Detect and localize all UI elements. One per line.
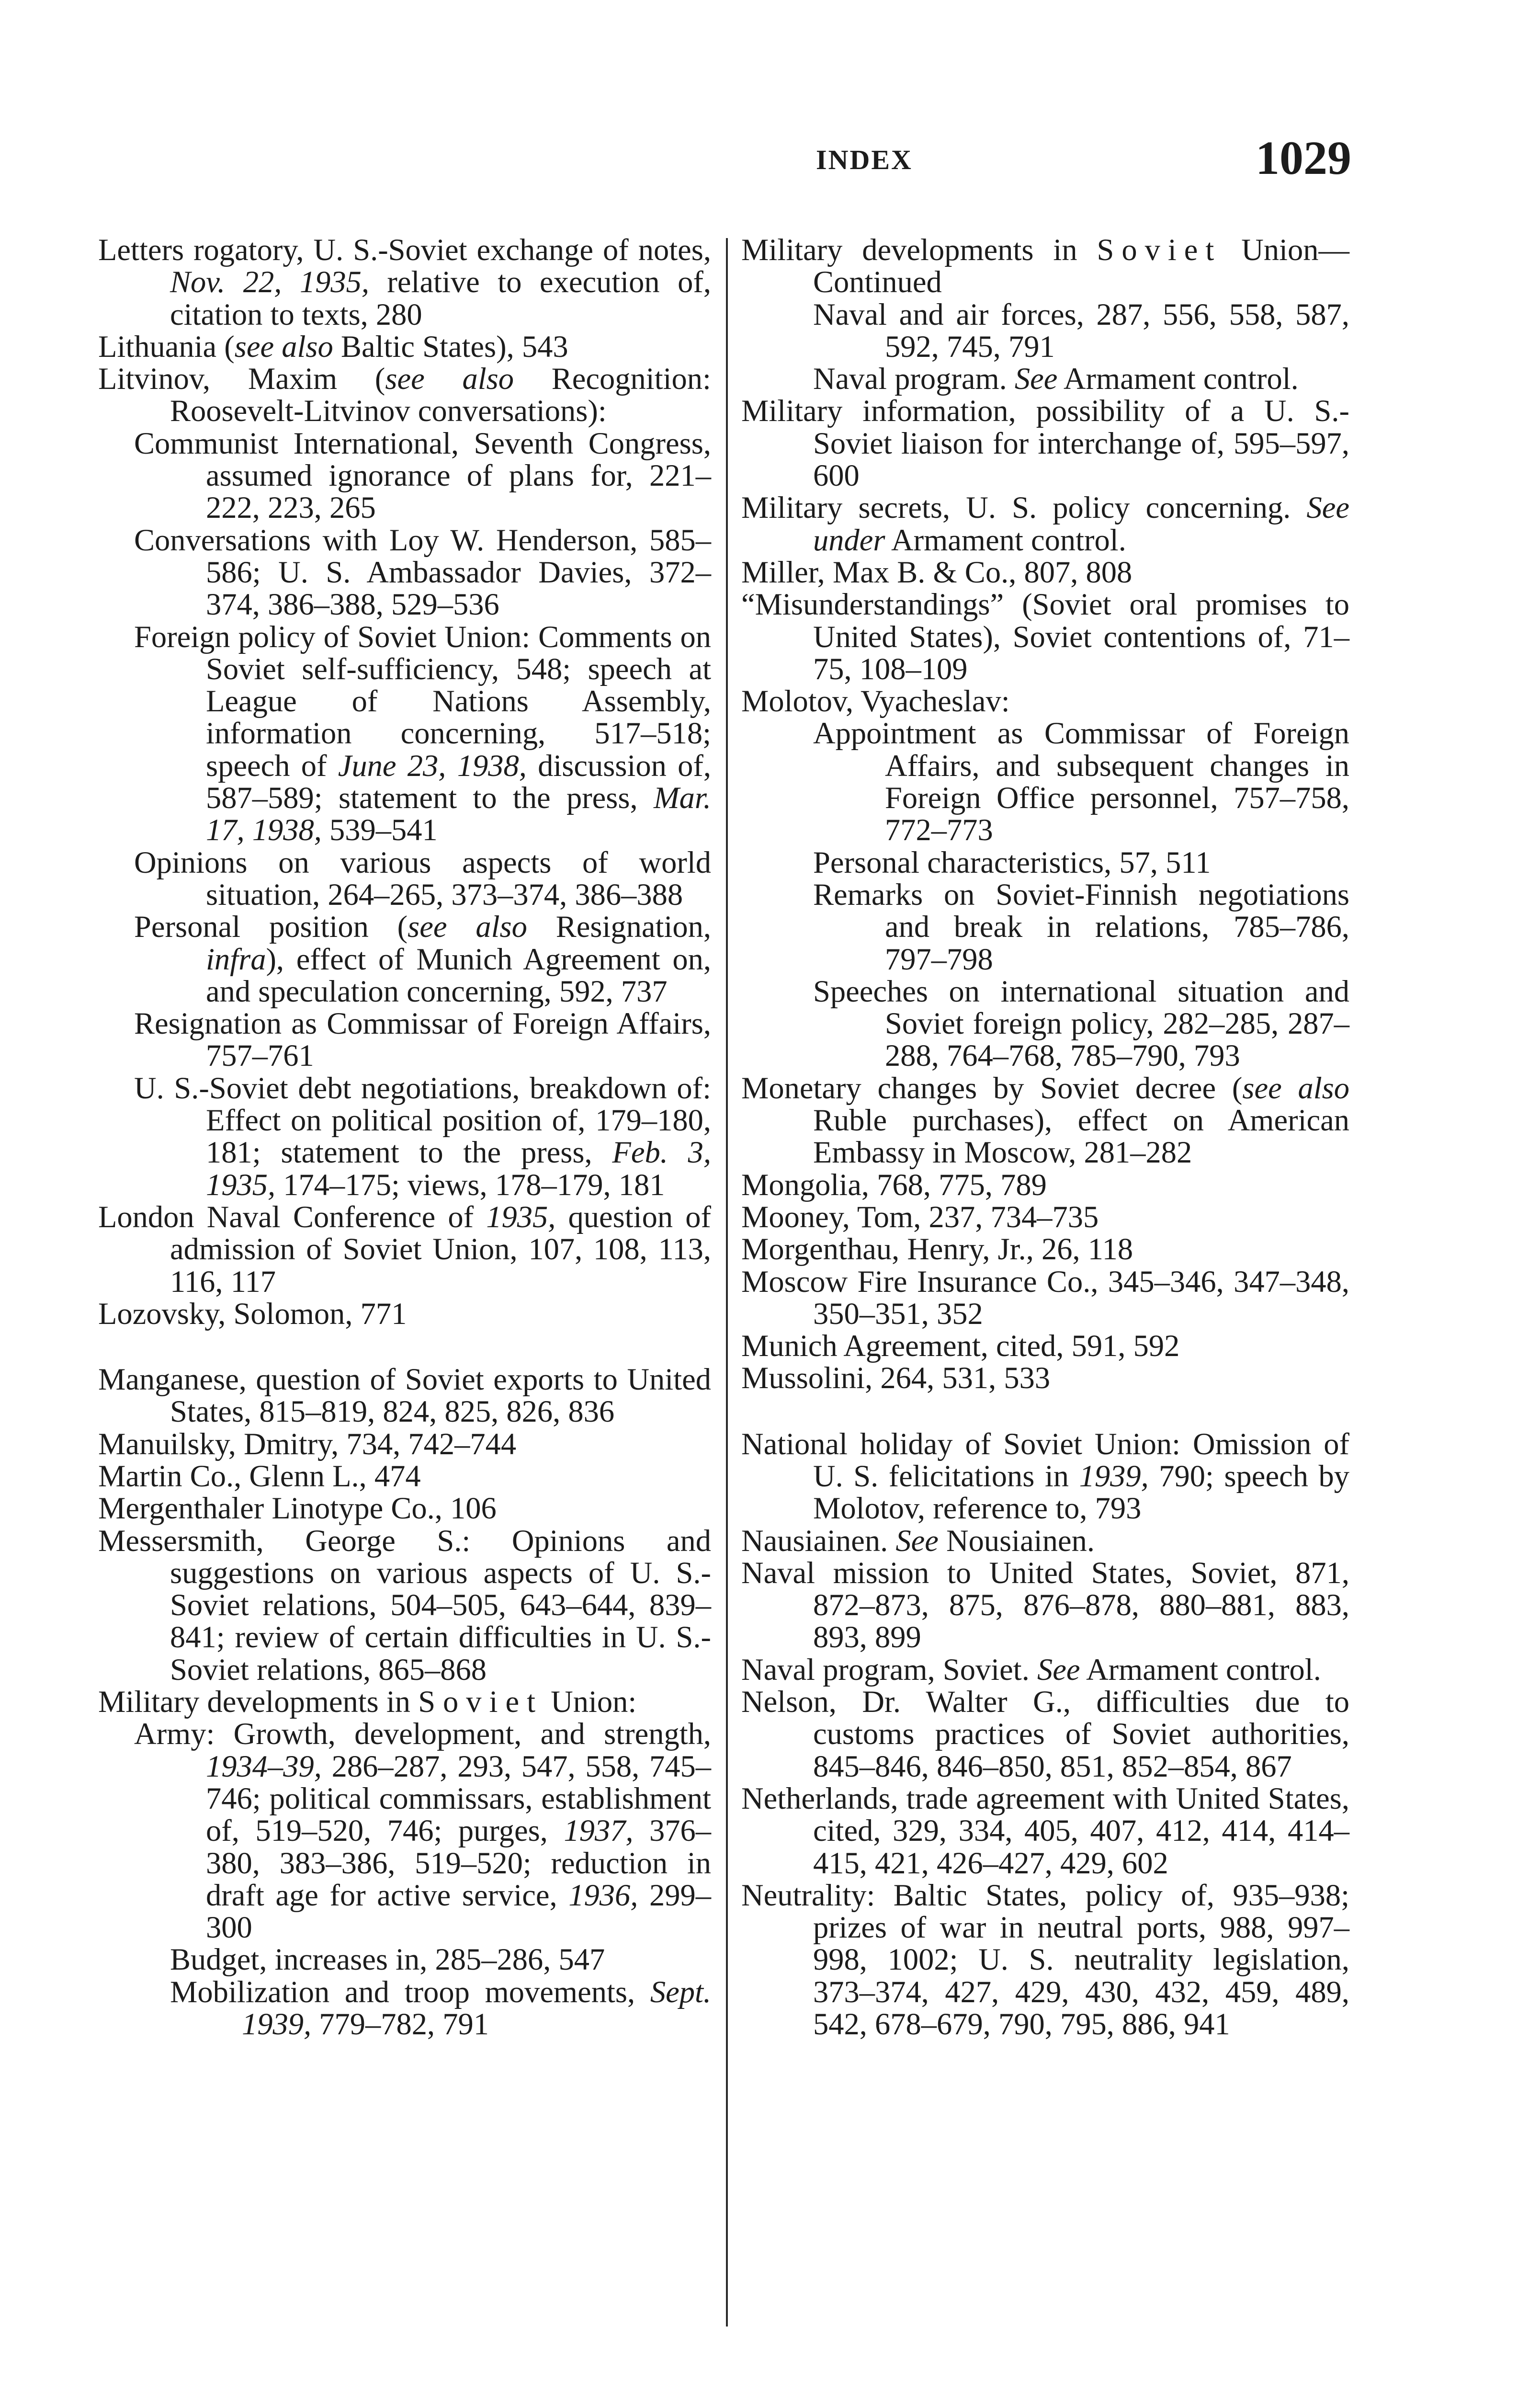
- entry-text: Morgenthau, Henry, Jr., 26, 118: [741, 1232, 1133, 1266]
- entry-text: Mar. 17, 1938,: [206, 781, 711, 847]
- entry-text: Mobilization and troop movements,: [170, 1974, 650, 2009]
- index-entry: [741, 298, 1349, 363]
- entry-text: 376–380, 383–386, 519–520; reduction in draft age for active service,: [206, 1813, 711, 1912]
- index-entry: [98, 1007, 711, 1072]
- entry-text: Budget, increases in, 285–286, 547: [170, 1942, 605, 1977]
- entry-text: Remarks on Soviet-Finnish negotiations and break in relations, 785–786, 797–798: [813, 877, 1349, 976]
- index-entry: [98, 1686, 711, 1718]
- index-entry: [741, 395, 1349, 491]
- index-entry: [98, 1718, 711, 1943]
- entry-text: Naval and air forces, 287, 556, 558, 587, 592, 745, 791: [813, 297, 1349, 364]
- entry-text: Naval mission to United States, Soviet, 871, 872–873, 875, 876–878, 880–881, 883, 893, 899: [741, 1555, 1349, 1654]
- index-entry: [741, 1266, 1349, 1330]
- entry-text: Mooney, Tom, 237, 734–735: [741, 1199, 1099, 1234]
- entry-text: Lozovsky, Solomon, 771: [98, 1296, 407, 1331]
- entry-text: Soviet: [418, 1685, 544, 1719]
- entry-text: Naval program.: [813, 362, 1015, 396]
- entry-text: Conversations with Loy W. Henderson, 585–586; U. S. Ambassador Davies, 372–374, 386–388, 529–536: [134, 523, 711, 622]
- entry-text: question of admission of Soviet Union, 107, 108, 113, 116, 117: [170, 1199, 711, 1299]
- entry-text: Military developments in: [98, 1685, 419, 1719]
- entry-text: Union:: [543, 1685, 637, 1719]
- entry-text: Naval program, Soviet.: [741, 1652, 1037, 1687]
- entry-text: “Misunderstandings” (Soviet oral promises to United States), Soviet contentions of, 71–75, 108–109: [741, 587, 1349, 686]
- index-entry: [98, 427, 711, 524]
- index-entry: [98, 1298, 711, 1330]
- entry-text: Armament control.: [1057, 362, 1299, 396]
- column-divider: [726, 238, 728, 2327]
- index-entry: [741, 1072, 1349, 1169]
- entry-text: 299–300: [206, 1878, 711, 1945]
- index-entry: [741, 1879, 1349, 2040]
- entry-text: See: [895, 1523, 939, 1558]
- index-entry: [741, 717, 1349, 846]
- index-entry: [741, 1782, 1349, 1879]
- index-entry: [741, 1557, 1349, 1654]
- entry-text: 539–541: [321, 813, 438, 847]
- entry-text: infra: [206, 942, 266, 976]
- index-entry: [741, 556, 1349, 588]
- index-entry: [98, 234, 711, 331]
- entry-text: Mongolia, 768, 775, 789: [741, 1167, 1047, 1202]
- entry-text: see also: [408, 910, 527, 944]
- index-entry: [741, 685, 1349, 717]
- index-entry: [98, 1201, 711, 1298]
- entry-text: Moscow Fire Insurance Co., 345–346, 347–348, 350–351, 352: [741, 1264, 1349, 1331]
- entry-text: Recognition: Roosevelt-Litvinov conversations):: [170, 362, 711, 428]
- index-entry: [741, 588, 1349, 685]
- entry-text: relative to execution of, citation to texts, 280: [170, 265, 711, 331]
- entry-text: 1937,: [564, 1813, 634, 1848]
- entry-text: Communist International, Seventh Congress, assumed ignorance of plans for, 221–222, 223, 265: [134, 426, 711, 525]
- index-entry: [98, 911, 711, 1007]
- entry-text: Manganese, question of Soviet exports to United States, 815–819, 824, 825, 826, 836: [98, 1362, 711, 1429]
- index-entry: [98, 621, 711, 846]
- entry-text: Resignation,: [527, 910, 711, 944]
- entry-text: discussion of, 587–589; statement to the press,: [206, 748, 711, 815]
- index-entry: [98, 1072, 711, 1201]
- entry-text: U. S.-Soviet debt negotiations, breakdown of: Effect on political position of, 179–180, 181; statement to the press,: [134, 1071, 711, 1170]
- entry-text: 286–287, 293, 547, 558, 745–746; political commissars, establishment of, 519–520, 746; purges,: [206, 1749, 711, 1848]
- entry-text: Personal characteristics, 57, 511: [813, 845, 1211, 879]
- entry-text: 1935,: [486, 1199, 556, 1234]
- entry-text: Appointment as Commissar of Foreign Affairs, and subsequent changes in Foreign Office personnel, 757–758, 772–773: [813, 716, 1349, 847]
- index-entry: [741, 975, 1349, 1072]
- entry-text: Manuilsky, Dmitry, 734, 742–744: [98, 1426, 517, 1461]
- entry-text: 1936,: [568, 1878, 638, 1912]
- entry-text: Ruble purchases), effect on American Embassy in Moscow, 281–282: [813, 1103, 1349, 1170]
- entry-text: 779–782, 791: [311, 2007, 489, 2041]
- entry-text: Miller, Max B. & Co., 807, 808: [741, 555, 1132, 589]
- entry-text: see also: [385, 362, 514, 396]
- index-column-left: [98, 234, 711, 2040]
- entry-text: London Naval Conference of: [98, 1199, 487, 1234]
- index-entry: [98, 846, 711, 911]
- index-entry: [741, 491, 1349, 556]
- index-entry: [741, 1428, 1349, 1525]
- index-entry: [741, 1330, 1349, 1362]
- running-header: INDEX: [816, 144, 913, 175]
- entry-text: Monetary changes by Soviet decree (: [741, 1071, 1243, 1105]
- entry-text: See under: [813, 490, 1349, 557]
- entry-text: ), effect of Munich Agreement on, and speculation concerning, 592, 737: [206, 942, 711, 1008]
- index-entry: [98, 524, 711, 621]
- index-entry: [741, 1525, 1349, 1557]
- entry-text: Molotov, Vyacheslav:: [741, 684, 1010, 718]
- entry-text: Lithuania (: [98, 329, 235, 364]
- entry-text: Opinions on various aspects of world situation, 264–265, 373–374, 386–388: [134, 845, 711, 912]
- entry-text: Litvinov, Maxim (: [98, 362, 385, 396]
- index-entry: [741, 1362, 1349, 1394]
- index-entry: [98, 1525, 711, 1686]
- entry-text: June 23, 1938,: [338, 748, 527, 783]
- entry-text: see also: [1242, 1071, 1349, 1105]
- index-entry: [741, 1686, 1349, 1782]
- index-entry: [741, 1169, 1349, 1201]
- entry-text: Union—Continued: [813, 233, 1349, 299]
- entry-text: Military information, possibility of a U. S.-Soviet liaison for interchange of, 595–597, 600: [741, 394, 1349, 493]
- entry-text: Resignation as Commissar of Foreign Affairs, 757–761: [134, 1006, 711, 1073]
- entry-text: See: [1037, 1652, 1080, 1687]
- index-column-right: [741, 234, 1349, 2040]
- index-entry: [741, 1233, 1349, 1265]
- index-entry: [98, 363, 711, 427]
- entry-text: Military developments in: [741, 233, 1097, 267]
- index-entry: [98, 1428, 711, 1460]
- entry-text: Nausiainen.: [741, 1523, 896, 1558]
- index-entry: [98, 1976, 711, 2041]
- index-entry: [98, 331, 711, 363]
- entry-text: 1939,: [1079, 1459, 1149, 1493]
- entry-text: 1934–39,: [206, 1749, 322, 1783]
- index-entry: [741, 878, 1349, 975]
- entry-text: See: [1014, 362, 1058, 396]
- index-entry: [741, 1654, 1349, 1686]
- entry-text: 790; speech by Molotov, reference to, 793: [813, 1459, 1349, 1526]
- entry-text: Armament control.: [885, 523, 1126, 557]
- entry-text: Army: Growth, development, and strength,: [134, 1717, 711, 1751]
- entry-text: Neutrality: Baltic States, policy of, 935–938; prizes of war in neutral ports, 988, 997–998, 1002; U. S. neutrality legislation, 373–374, 427, 429, 430, 432, 459, 489, 542, 678–679, 790, 795, 886, 941: [741, 1878, 1349, 2041]
- entry-text: Sept. 1939,: [242, 1974, 711, 2041]
- entry-text: Nousiainen.: [938, 1523, 1095, 1558]
- entry-text: Armament control.: [1080, 1652, 1321, 1687]
- entry-text: 174–175; views, 178–179, 181: [275, 1167, 665, 1202]
- entry-text: Speeches on international situation and Soviet foreign policy, 282–285, 287–288, 764–768, 785–790, 793: [813, 974, 1349, 1073]
- entry-text: Mussolini, 264, 531, 533: [741, 1361, 1051, 1395]
- entry-text: Munich Agreement, cited, 591, 592: [741, 1329, 1180, 1363]
- index-entry: [98, 1492, 711, 1524]
- index-entry: [98, 1363, 711, 1428]
- index-entry: [98, 1943, 711, 1975]
- page-number: 1029: [1256, 131, 1351, 184]
- entry-text: Netherlands, trade agreement with United States, cited, 329, 334, 405, 407, 412, 414, 414–415, 421, 426–427, 429, 602: [741, 1781, 1349, 1880]
- entry-text: Baltic States), 543: [333, 329, 568, 364]
- index-entry: [98, 1460, 711, 1492]
- entry-text: Messersmith, George S.: Opinions and suggestions on various aspects of U. S.-Soviet relations, 504–505, 643–644, 839–841; review of certain difficulties in U. S.-Soviet relations, 865–868: [98, 1523, 711, 1687]
- entry-text: Personal position (: [134, 910, 408, 944]
- index-entry: [741, 846, 1349, 878]
- entry-text: Nelson, Dr. Walter G., difficulties due to customs practices of Soviet authorities, 845–846, 846–850, 851, 852–854, 867: [741, 1685, 1349, 1783]
- entry-text: Mergenthaler Linotype Co., 106: [98, 1491, 497, 1526]
- index-entry: [741, 234, 1349, 298]
- entry-text: Feb. 3, 1935,: [206, 1135, 711, 1202]
- entry-text: see also: [234, 329, 333, 364]
- entry-text: National holiday of Soviet Union: Omission of U. S. felicitations in: [741, 1426, 1349, 1493]
- index-entry: [741, 1201, 1349, 1233]
- index-entry: [741, 363, 1349, 395]
- entry-text: Soviet: [1097, 233, 1222, 267]
- entry-text: Foreign policy of Soviet Union: Comments on Soviet self-sufficiency, 548; speech at League of Nations Assembly, information concerning, 517–518; speech of: [134, 619, 711, 783]
- entry-text: Nov. 22, 1935,: [170, 265, 369, 299]
- entry-text: Letters rogatory, U. S.-Soviet exchange of notes,: [98, 233, 711, 267]
- entry-text: Martin Co., Glenn L., 474: [98, 1459, 421, 1493]
- entry-text: Military secrets, U. S. policy concerning.: [741, 490, 1307, 525]
